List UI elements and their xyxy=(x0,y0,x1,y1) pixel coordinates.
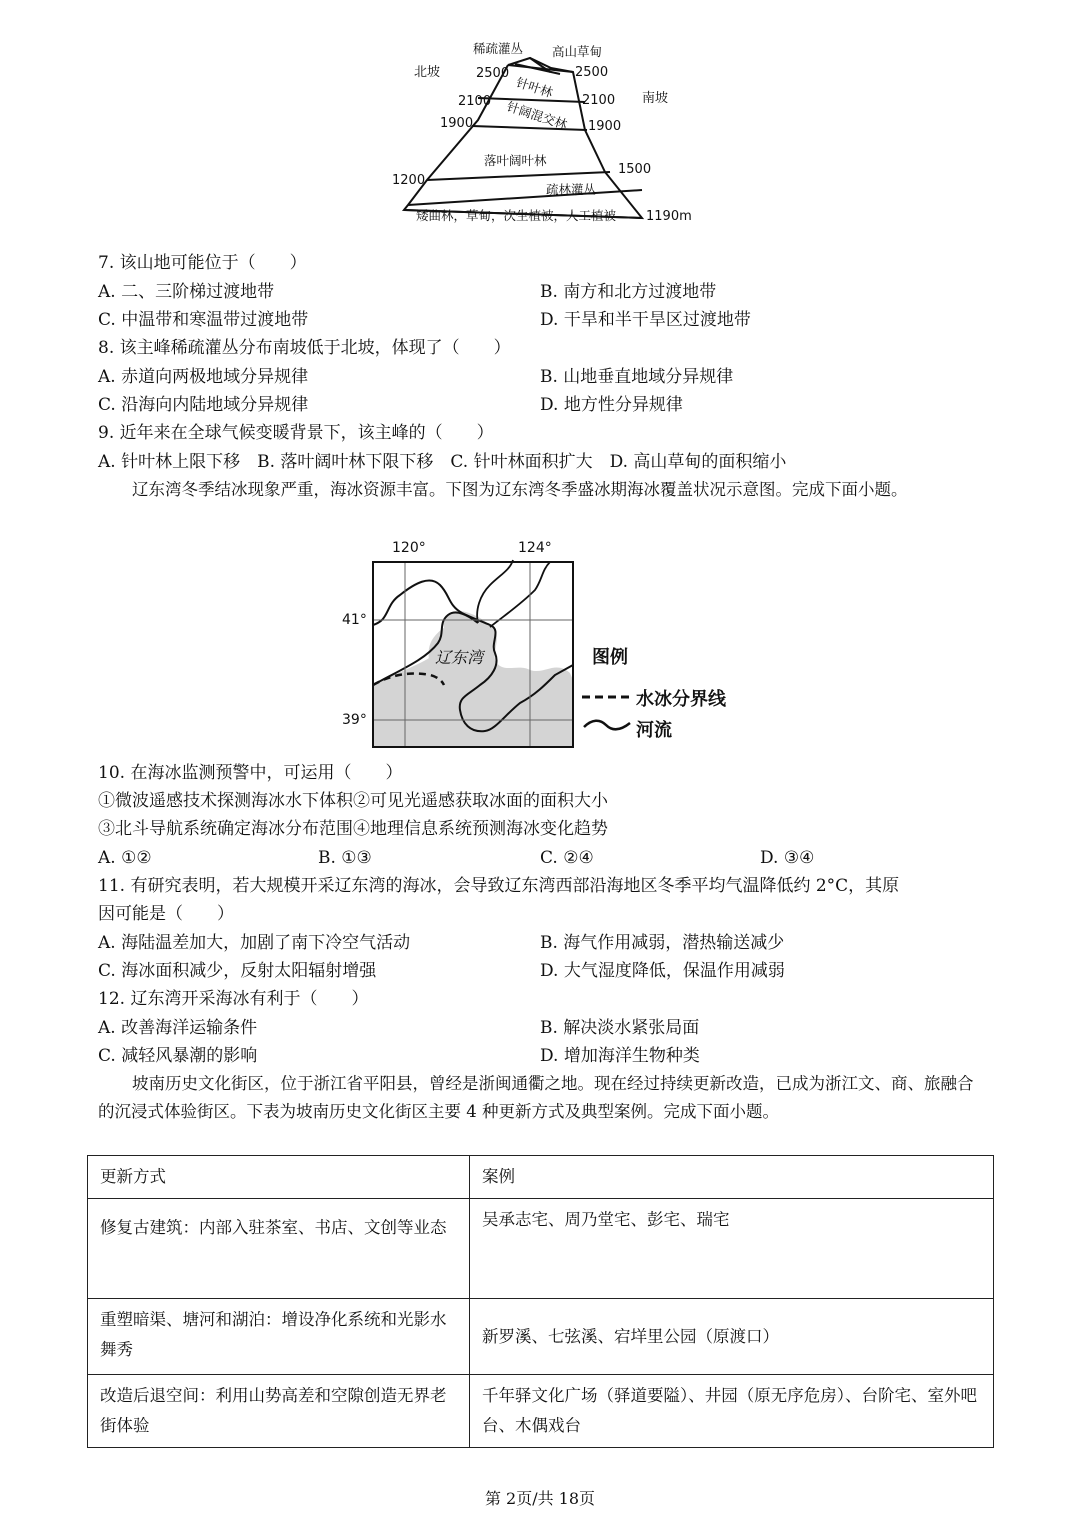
question-12-option-a: A. 改善海洋运输条件 xyxy=(98,1018,258,1038)
table-cell: 重塑暗渠、塘河和湖泊：增设净化系统和光影水舞秀 xyxy=(88,1299,470,1375)
label-sparse-shrub: 稀疏灌丛 xyxy=(473,41,524,56)
table-cell: 千年驿文化广场（驿道要隘）、井园（原无序危房）、台阶宅、室外吧台、木偶戏台 xyxy=(470,1375,994,1448)
page-footer: 第 2页/共 18页 xyxy=(484,1489,596,1508)
map-legend-title: 图例 xyxy=(592,647,628,668)
map-lat-41: 41° xyxy=(342,612,367,628)
question-10-line-2: ③北斗导航系统确定海冰分布范围④地理信息系统预测海冰变化趋势 xyxy=(98,819,608,839)
question-10-line-1: ①微波遥感技术探测海冰水下体积②可见光遥感获取冰面的面积大小 xyxy=(98,791,608,811)
question-10-option-d: D. ③④ xyxy=(760,848,815,868)
label-north-slope: 北坡 xyxy=(414,65,441,80)
map-lon-124: 124° xyxy=(518,540,552,556)
question-11-option-a: A. 海陆温差加大，加剧了南下冷空气活动 xyxy=(98,933,411,953)
question-11-option-d: D. 大气湿度降低，保温作用减弱 xyxy=(540,961,785,981)
table-row xyxy=(88,1199,994,1299)
question-7-stem: 7. 该山地可能位于（ ） xyxy=(98,253,307,273)
label-base-vegetation: 矮曲林，草甸，次生植被，人工植被 xyxy=(416,208,617,223)
question-7-option-a: A. 二、三阶梯过渡地带 xyxy=(98,282,275,302)
question-7-option-c: C. 中温带和寒温带过渡地带 xyxy=(98,310,309,330)
table-header-row xyxy=(88,1156,994,1199)
table-row xyxy=(88,1299,994,1375)
question-11-stem-2: 因可能是（ ） xyxy=(98,904,234,924)
question-10-option-a: A. ①② xyxy=(98,848,152,868)
table-cell: 新罗溪、七弦溪、宕垟里公园（原渡口） xyxy=(470,1299,994,1375)
table-cell: 修复古建筑：内部入驻茶室、书店、文创等业态 xyxy=(88,1199,470,1299)
label-n2100: 2100 xyxy=(458,94,492,109)
question-10-stem: 10. 在海冰监测预警中，可运用（ ） xyxy=(98,763,403,783)
table-cell: 吴承志宅、周乃堂宅、彭宅、瑞宅 xyxy=(470,1199,994,1299)
question-11-stem-1: 11. 有研究表明，若大规模开采辽东湾的海冰，会导致辽东湾西部沿海地区冬季平均气温降低约 2°C，其原 xyxy=(98,876,900,896)
label-alpine-meadow: 高山草甸 xyxy=(552,44,603,59)
label-n1200: 1200 xyxy=(392,173,426,188)
question-8-stem: 8. 该主峰稀疏灌丛分布南坡低于北坡，体现了（ ） xyxy=(98,338,511,358)
question-7-option-d: D. 干旱和半干旱区过渡地带 xyxy=(540,310,751,330)
intro-liaodong-bay: 辽东湾冬季结冰现象严重，海冰资源丰富。下图为辽东湾冬季盛冰期海冰覆盖状况示意图。完成下面小题。 xyxy=(132,480,908,499)
question-8-option-a: A. 赤道向两极地域分异规律 xyxy=(98,367,309,387)
table-header-cell: 更新方式 xyxy=(88,1156,470,1199)
label-s1900: 1900 xyxy=(588,119,622,134)
question-11-option-b: B. 海气作用减弱，潜热输送减少 xyxy=(540,933,785,953)
label-s1190: 1190m xyxy=(646,209,692,224)
table-header-cell: 案例 xyxy=(470,1156,994,1199)
question-7-option-b: B. 南方和北方过渡地带 xyxy=(540,282,717,302)
question-9-stem: 9. 近年来在全球气候变暖背景下，该主峰的（ ） xyxy=(98,423,494,443)
map-lat-39: 39° xyxy=(342,712,367,728)
intro-ponan-district: 坡南历史文化街区，位于浙江省平阳县，曾经是浙闽通衢之地。现在经过持续更新改造，已成为浙江文、商、旅融合的沉浸式体验街区。下表为坡南历史文化街区主要 4 种更新方式及典型案例。完成下面小题。 xyxy=(98,1074,974,1121)
question-8-option-c: C. 沿海向内陆地域分异规律 xyxy=(98,395,309,415)
table-row xyxy=(88,1375,994,1448)
table-cell: 改造后退空间：利用山势高差和空隙创造无界老街体验 xyxy=(88,1375,470,1448)
label-s1500: 1500 xyxy=(618,162,652,177)
label-conifer: 针叶林 xyxy=(514,74,555,101)
question-11-option-c: C. 海冰面积减少，反射太阳辐射增强 xyxy=(98,961,377,981)
question-9-options: A. 针叶林上限下移 B. 落叶阔叶林下限下移 C. 针叶林面积扩大 D. 高山草甸的面积缩小 xyxy=(98,452,787,472)
question-12-option-c: C. 减轻风暴潮的影响 xyxy=(98,1046,258,1066)
label-mixed-forest: 针阔混交林 xyxy=(505,98,570,133)
map-legend-ice-line: 水冰分界线 xyxy=(636,689,726,710)
question-8-option-b: B. 山地垂直地域分异规律 xyxy=(540,367,734,387)
question-12-stem: 12. 辽东湾开采海冰有利于（ ） xyxy=(98,989,369,1009)
label-s2500: 2500 xyxy=(575,65,609,80)
label-south-slope: 南坡 xyxy=(642,91,669,106)
question-10-option-c: C. ②④ xyxy=(540,848,594,868)
label-n1900: 1900 xyxy=(440,116,474,131)
map-bay-label: 辽东湾 xyxy=(435,648,484,667)
label-sparse-forest-shrub: 疏林灌丛 xyxy=(546,182,597,197)
label-deciduous: 落叶阔叶林 xyxy=(484,153,547,168)
question-10-option-b: B. ①③ xyxy=(318,848,372,868)
question-12-option-d: D. 增加海洋生物种类 xyxy=(540,1046,700,1066)
map-legend-river: 河流 xyxy=(636,720,672,741)
map-lon-120: 120° xyxy=(392,540,426,556)
question-8-option-d: D. 地方性分异规律 xyxy=(540,395,683,415)
label-n2500: 2500 xyxy=(476,66,510,81)
renewal-table xyxy=(87,1155,994,1448)
label-s2100: 2100 xyxy=(582,93,616,108)
question-12-option-b: B. 解决淡水紧张局面 xyxy=(540,1018,700,1038)
